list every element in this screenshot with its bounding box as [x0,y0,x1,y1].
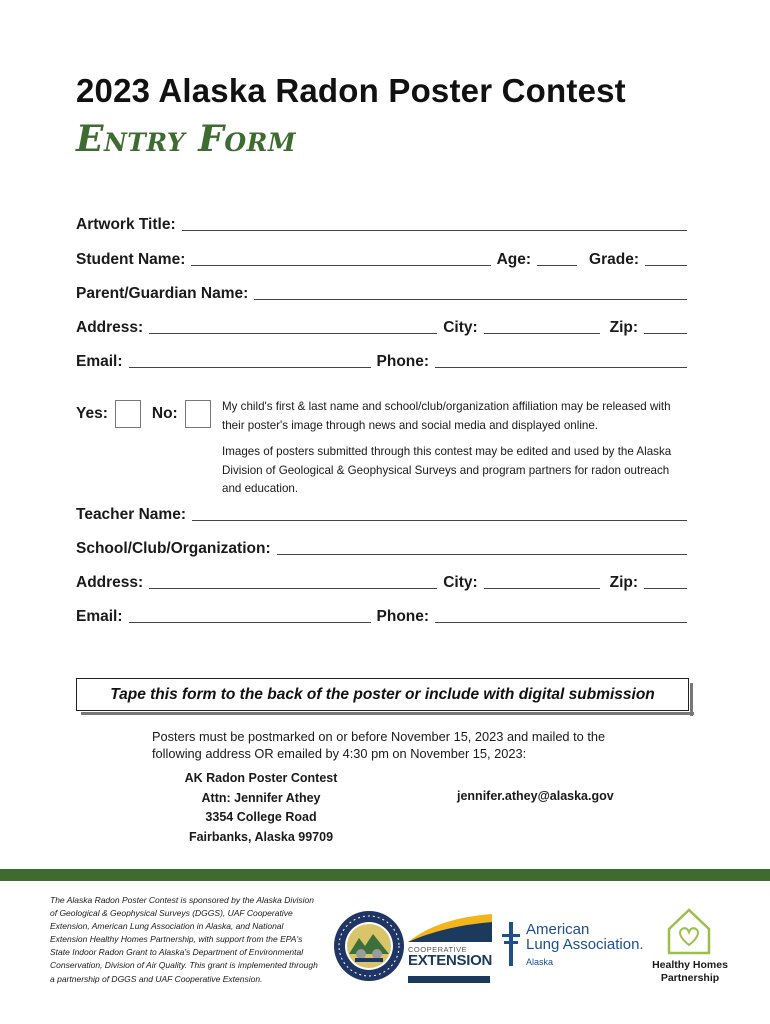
teacher-email-field[interactable] [129,622,371,623]
teacher-zip-label: Zip: [609,574,639,591]
student-name-row [76,247,687,269]
student-email-row [76,349,687,371]
teacher-address-field[interactable] [149,588,437,589]
state-of-alaska-seal-icon [333,910,405,982]
extension-bar [408,976,490,983]
teacher-email-label: Email: [76,608,123,625]
student-city-label: City: [443,319,478,336]
student-phone-field[interactable] [435,367,687,368]
mailing-address [172,769,350,847]
teacher-name-label: Teacher Name: [76,506,186,523]
age-label: Age: [496,251,532,268]
teacher-email-row [76,604,687,626]
contact-email-link[interactable]: jennifer.athey@alaska.gov [457,789,614,803]
student-phone-label: Phone: [376,353,430,370]
page-subtitle: Entry Form [76,118,297,160]
artwork-title-row [76,212,687,234]
healthy-homes-name [645,959,735,985]
no-label: No: [151,405,178,422]
lung-association-name [526,922,644,952]
mailing-line: Attn: Jennifer Athey [201,790,321,805]
usage-text: Images of posters submitted through this contest may be edited and used by the Alaska Division of Geological & Geophysical Surveys and program partners for radon outreach and education. [222,445,672,495]
sponsor-text: The Alaska Radon Poster Contest is sponsored by the Alaska Division of Geological & Geophysical Surveys (DGGS), UAF Cooperative Extension, American Lung Association in Alaska, and National Extension Healthy Homes Partnership, with support from the EPA's State Indoor Radon Grant to Alaska's Department of Environmental Conservation, Division of Air Quality. This grant is implemented through a partnership of DGGS and UAF Cooperative Extension. [50,895,318,984]
parent-field[interactable] [254,299,687,300]
mailing-line: 3354 College Road [205,810,317,824]
school-field[interactable] [277,554,687,555]
page-title: 2023 Alaska Radon Poster Contest [76,72,626,109]
teacher-name-field[interactable] [192,520,687,521]
yes-checkbox[interactable] [115,400,141,428]
teacher-city-field[interactable] [484,588,600,589]
student-email-label: Email: [76,353,123,370]
teacher-phone-field[interactable] [435,622,687,623]
student-address-field[interactable] [149,333,437,334]
student-name-field[interactable] [191,265,490,266]
artwork-title-label: Artwork Title: [76,216,176,233]
healthy-homes-house-icon [666,907,712,955]
consent-text [222,398,682,507]
mailing-line: Fairbanks, Alaska 99709 [188,829,334,844]
lung-association-line2: Lung Association. [526,936,644,953]
no-checkbox[interactable] [185,400,211,428]
healthy-homes-line1: Healthy Homes [652,959,728,971]
teacher-zip-field[interactable] [644,588,687,589]
student-name-label: Student Name: [76,251,186,268]
teacher-name-row [76,502,687,524]
footer-divider [0,869,770,881]
lung-association-cross-icon [500,922,522,966]
grade-label: Grade: [589,251,639,268]
lung-association-state: Alaska [526,957,554,967]
student-address-row [76,315,687,337]
artwork-title-field[interactable] [182,230,687,231]
school-row [76,536,687,558]
parent-row [76,281,687,303]
school-label: School/Club/Organization: [76,540,271,557]
student-zip-label: Zip: [609,319,639,336]
consent-checkboxes [76,400,211,428]
teacher-address-label: Address: [76,574,144,591]
extension-main-label: EXTENSION [408,952,492,969]
cooperative-extension-swoosh-icon [408,912,492,944]
student-zip-field[interactable] [644,333,687,334]
release-text: My child's first & last name and school/club/organization affiliation may be released with their poster's image through news and social media and displayed online. [222,400,671,432]
tape-notice: Tape this form to the back of the poster or include with digital submission [76,678,689,711]
extension-small-label: COOPERATIVE [408,945,468,954]
grade-field[interactable] [645,265,687,266]
student-city-field[interactable] [484,333,600,334]
yes-label: Yes: [76,405,108,422]
parent-label: Parent/Guardian Name: [76,285,249,302]
submission-instructions: Posters must be postmarked on or before November 15, 2023 and mailed to the following address OR emailed by 4:30 pm on November 15, 2023: [152,729,606,761]
mailing-line: AK Radon Poster Contest [184,771,338,785]
student-email-field[interactable] [129,367,371,368]
teacher-address-row [76,570,687,592]
teacher-city-label: City: [443,574,478,591]
teacher-phone-label: Phone: [376,608,430,625]
lung-association-line1: American [526,921,590,938]
student-address-label: Address: [76,319,144,336]
healthy-homes-line2: Partnership [660,972,720,984]
age-field[interactable] [537,265,577,266]
